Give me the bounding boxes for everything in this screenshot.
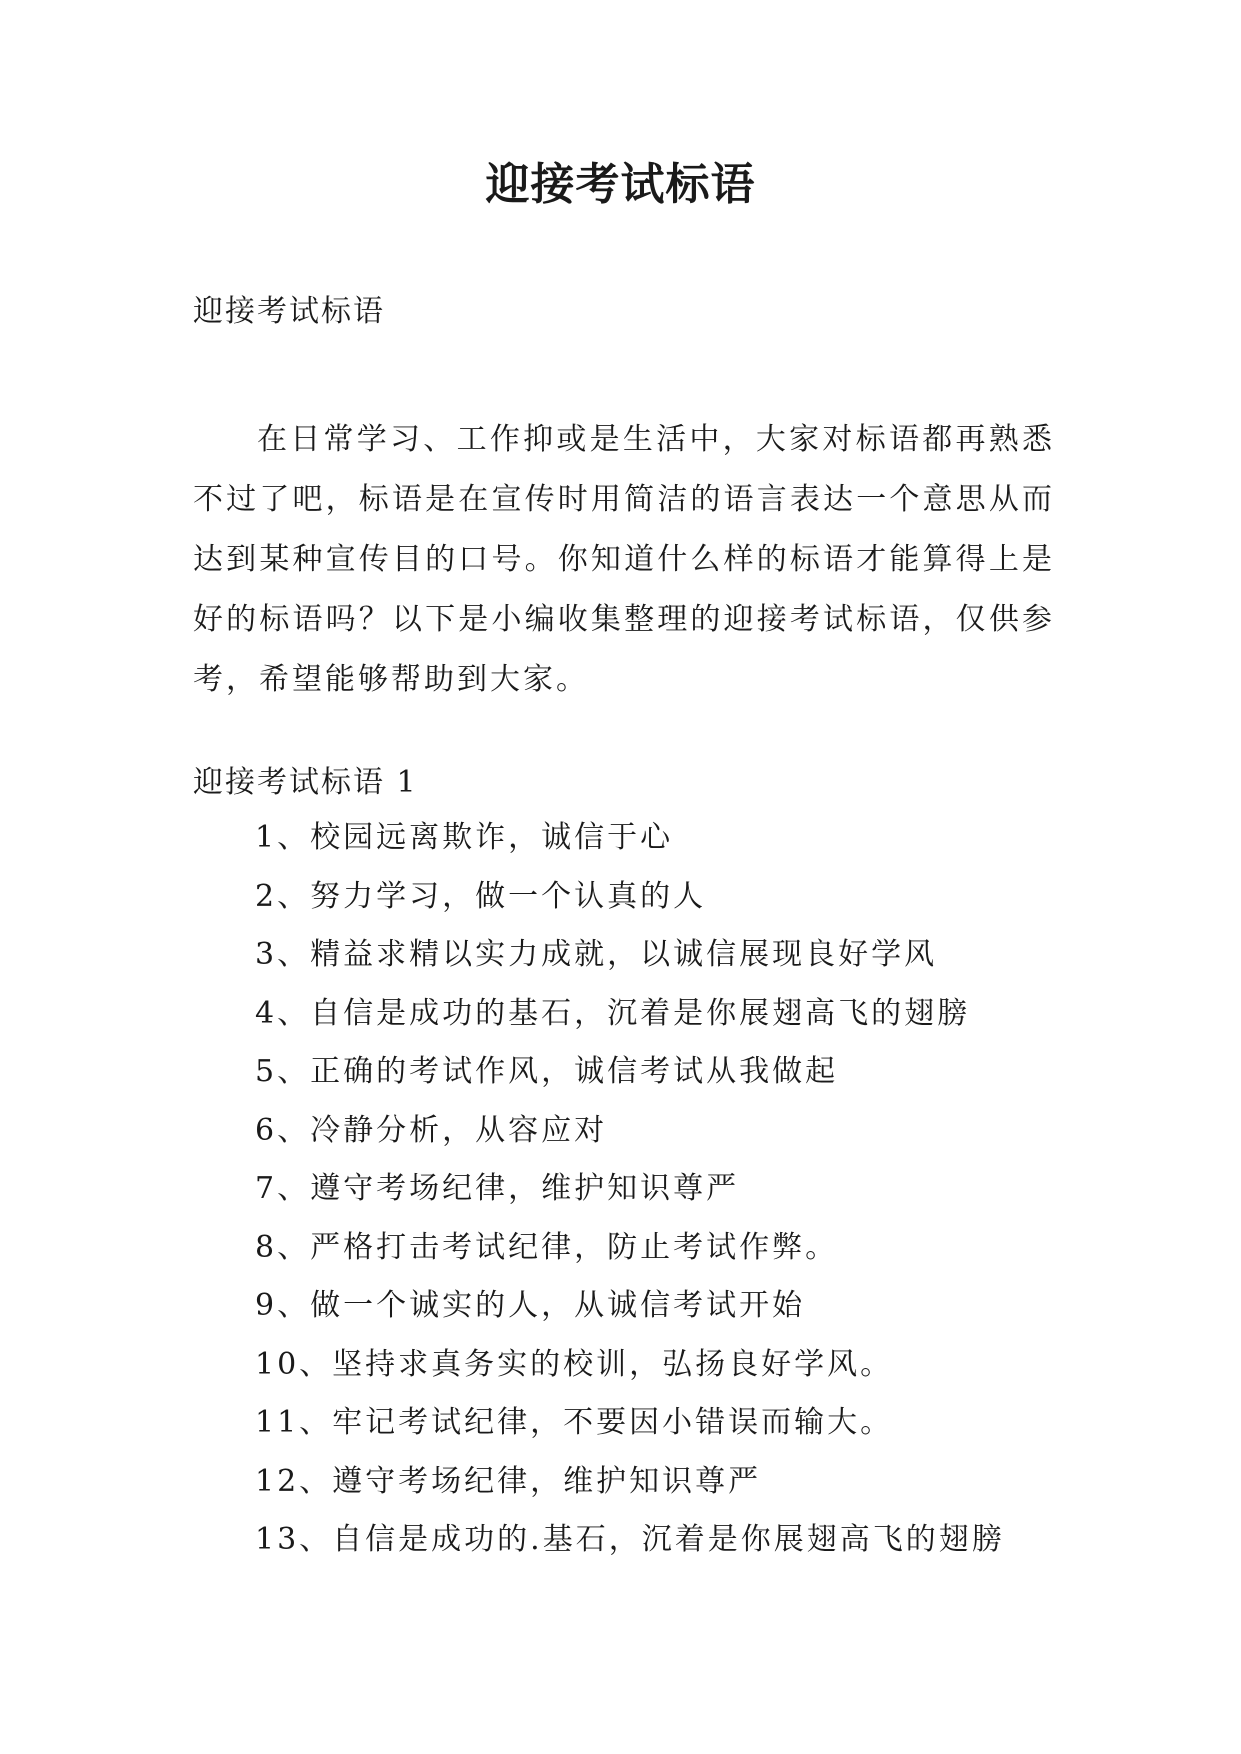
- document-subtitle: 迎接考试标语: [193, 294, 385, 329]
- slogan-item: 12、遵守考场纪律，维护知识尊严: [255, 1463, 762, 1499]
- slogan-item: 13、自信是成功的.基石，沉着是你展翅高飞的翅膀: [255, 1522, 1005, 1557]
- slogan-item: 9、做一个诚实的人，从诚信考试开始: [255, 1288, 806, 1323]
- slogan-item: 11、牢记考试纪律，不要因小错误而输大。: [255, 1405, 894, 1440]
- slogan-list: [255, 818, 1005, 1579]
- slogan-item: 6、冷静分析，从容应对: [255, 1112, 608, 1148]
- slogan-item: 4、自信是成功的基石，沉着是你展翅高飞的翅膀: [255, 995, 971, 1031]
- slogan-item: 7、遵守考场纪律，维护知识尊严: [255, 1171, 740, 1206]
- slogan-item: 10、坚持求真务实的校训，弘扬良好学风。: [255, 1346, 894, 1382]
- section-heading: 迎接考试标语 1: [193, 765, 418, 800]
- slogan-item: 3、精益求精以实力成就，以诚信展现良好学风: [255, 937, 938, 972]
- slogan-item: 1、校园远离欺诈，诚信于心: [255, 820, 674, 855]
- slogan-item: 5、正确的考试作风，诚信考试从我做起: [255, 1054, 839, 1089]
- document-title: 迎接考试标语: [485, 159, 756, 210]
- intro-paragraph: 在日常学习、工作抑或是生活中，大家对标语都再熟悉不过了吧，标语是在宣传时用简洁的语言表达一个意思从而达到某种宣传目的口号。你知道什么样的标语才能算得上是好的标语吗？以下是小编收集整理的迎接考试标语，仅供参考，希望能够帮助到大家。: [193, 422, 1055, 697]
- slogan-item: 2、努力学习，做一个认真的人: [255, 878, 707, 914]
- slogan-item: 8、严格打击考试纪律，防止考试作弊。: [255, 1229, 839, 1265]
